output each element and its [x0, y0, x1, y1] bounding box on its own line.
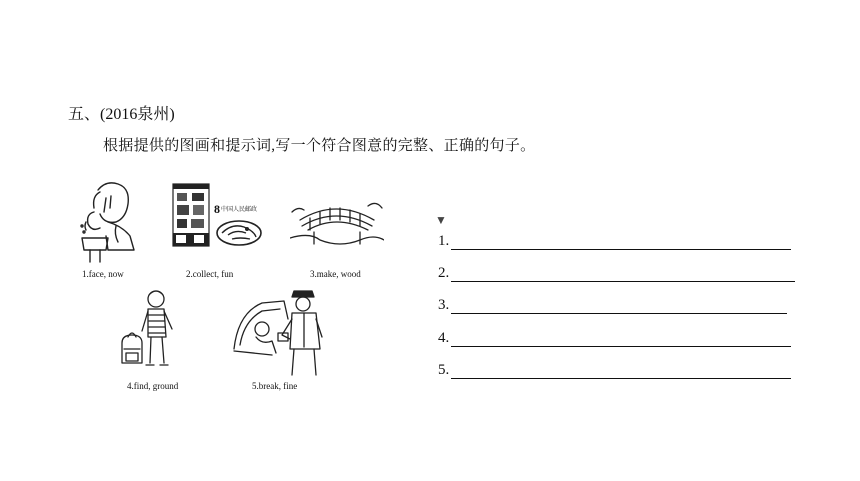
answer-line-1[interactable] [438, 233, 791, 250]
answer-line-3[interactable] [438, 297, 787, 314]
exercise-heading: 五、(2016泉州) [68, 106, 175, 123]
answer-blank-3[interactable] [451, 297, 787, 314]
picture-1 [78, 178, 144, 264]
answer-label-2: 2. [438, 265, 450, 281]
answer-marker-icon: ▼ [435, 213, 447, 227]
girl-washing-face-icon [78, 178, 144, 264]
stamp-album-icon [172, 183, 264, 249]
exercise-instruction: 根据提供的图画和提示词,写一个符合图意的完整、正确的句子。 [103, 138, 536, 154]
answer-blank-4[interactable] [451, 330, 791, 347]
answer-label-5: 5. [438, 362, 450, 378]
picture-1-caption: 1.face, now [82, 269, 124, 279]
picture-4-caption: 4.find, ground [127, 381, 179, 391]
answer-line-5[interactable] [438, 362, 791, 379]
stamp-number: 8 [214, 202, 220, 216]
picture-4 [118, 287, 188, 375]
answer-blank-2[interactable] [451, 265, 795, 282]
wooden-bridge-icon [290, 190, 384, 252]
boy-with-bag-icon [118, 287, 188, 375]
picture-2 [172, 183, 264, 249]
police-officer-car-icon [232, 289, 328, 377]
picture-3 [290, 190, 384, 252]
answer-blank-5[interactable] [451, 362, 791, 379]
picture-3-caption: 3.make, wood [310, 269, 361, 279]
answer-line-2[interactable] [438, 265, 795, 282]
answer-label-1: 1. [438, 233, 450, 249]
answer-label-3: 3. [438, 297, 450, 313]
picture-2-caption: 2.collect, fun [186, 269, 234, 279]
answer-line-4[interactable] [438, 330, 791, 347]
stamp-text: 中国人民邮政 [221, 206, 258, 213]
picture-5 [232, 289, 328, 377]
answer-label-4: 4. [438, 330, 450, 346]
answer-blank-1[interactable] [451, 233, 791, 250]
picture-5-caption: 5.break, fine [252, 381, 298, 391]
